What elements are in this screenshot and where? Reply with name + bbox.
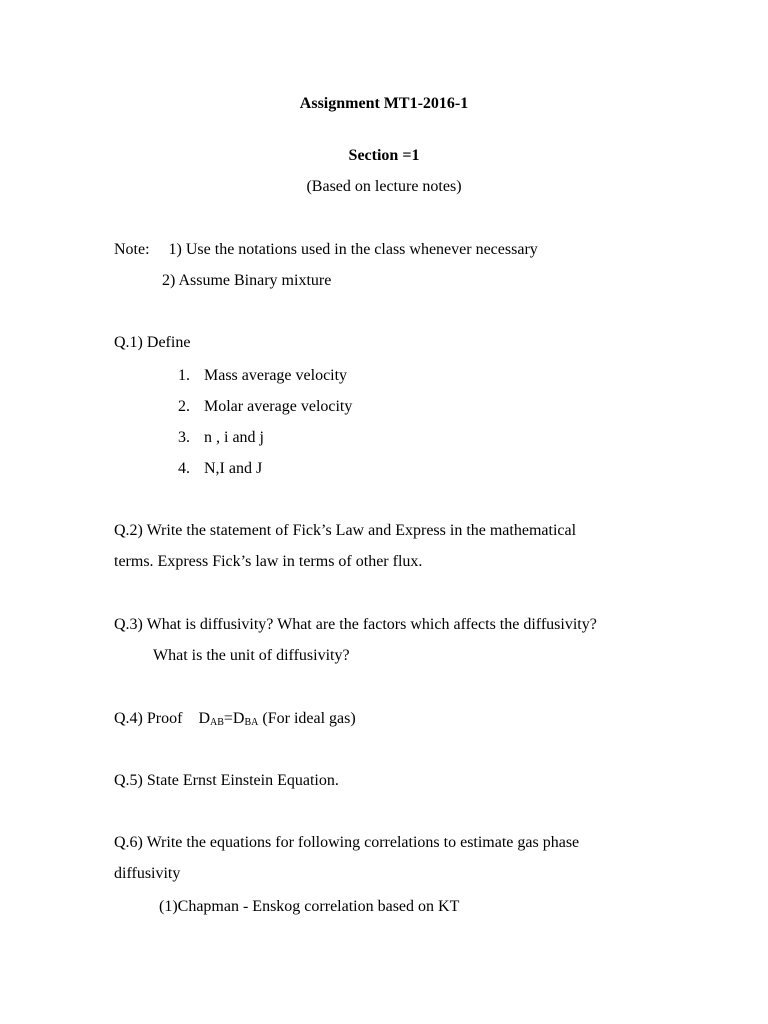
question-4 <box>114 709 356 731</box>
note-item-1: 1) Use the notations used in the class whenever necessary <box>168 241 538 258</box>
equals-d: =D <box>223 710 245 727</box>
list-text: N,I and J <box>204 460 263 477</box>
note-line-1 <box>114 240 538 260</box>
list-item <box>178 428 264 448</box>
question-2-line-2: terms. Express Fick’s law in terms of other flux. <box>114 553 423 570</box>
list-number: 4. <box>178 460 190 477</box>
list-number: 1. <box>178 367 190 384</box>
section-subtitle: (Based on lecture notes) <box>306 178 462 195</box>
list-item <box>159 897 459 917</box>
question-1: Q.1) Define <box>114 334 191 351</box>
list-number: 3. <box>178 429 190 446</box>
list-number: (1) <box>159 898 178 915</box>
note-item-2: 2) Assume Binary mixture <box>162 272 332 289</box>
question-3-line-1: Q.3) What is diffusivity? What are the factors which affects the diffusivity? <box>114 616 597 633</box>
list-text: Mass average velocity <box>204 367 348 384</box>
document-title: Assignment MT1-2016-1 <box>299 95 469 112</box>
list-item <box>178 459 262 479</box>
question-3-line-2: What is the unit of diffusivity? <box>153 647 350 664</box>
list-item <box>178 366 347 386</box>
list-item <box>178 397 352 417</box>
note-label: Note: <box>114 241 150 258</box>
diffusivity-symbol-ab: D <box>198 710 210 727</box>
section-heading: Section =1 <box>348 147 420 164</box>
question-6-line-1: Q.6) Write the equations for following correlations to estimate gas phase <box>114 834 580 851</box>
list-text: Molar average velocity <box>204 398 353 415</box>
list-text: Chapman - Enskog correlation based on KT <box>177 898 460 915</box>
subscript-ab: AB <box>210 717 224 728</box>
question-4-prefix: Q.4) Proof <box>114 710 183 727</box>
subscript-ba: BA <box>244 717 259 728</box>
question-5: Q.5) State Ernst Einstein Equation. <box>114 772 339 789</box>
question-6-line-2: diffusivity <box>114 865 181 882</box>
list-number: 2. <box>178 398 190 415</box>
question-2-line-1: Q.2) Write the statement of Fick’s Law and Express in the mathematical <box>114 522 577 539</box>
question-4-suffix: (For ideal gas) <box>262 710 356 727</box>
list-text: n , i and j <box>204 429 264 446</box>
